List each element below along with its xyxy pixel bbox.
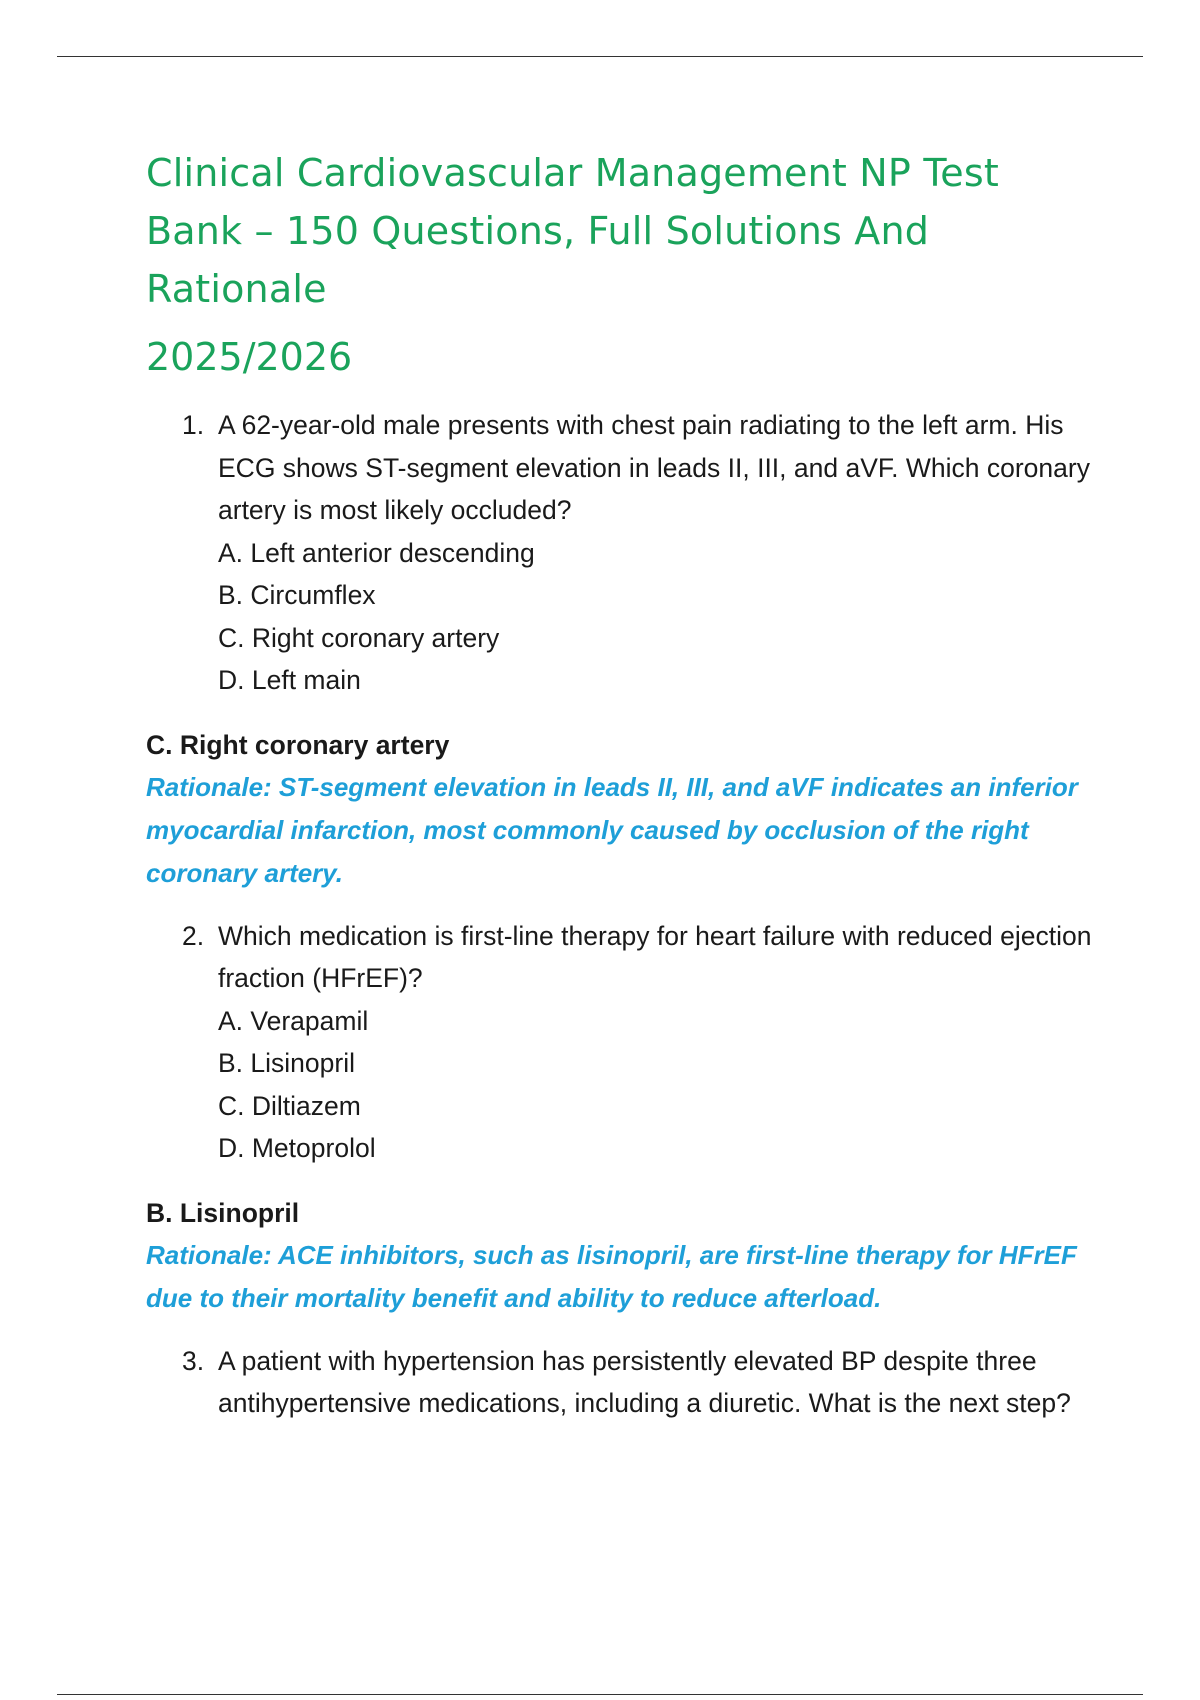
option-b: B. Lisinopril [218, 1048, 355, 1078]
question-2 [146, 915, 1096, 1170]
question-number: 1. [182, 410, 205, 440]
option-a: A. Left anterior descending [218, 537, 535, 568]
rationale-2: Rationale: ACE inhibitors, such as lisinopril, are first-line therapy for HFrEF due to their mortality benefit and ability to reduce afterload. [146, 1239, 1077, 1313]
option-d: D. Metoprolol [218, 1133, 376, 1163]
option-b: B. Circumflex [218, 580, 376, 610]
rationale-1: Rationale: ST-segment elevation in leads II, III, and aVF indicates an inferior myocardial infarction, most commonly caused by occlusion of the right coronary artery. [146, 771, 1078, 888]
bottom-rule [57, 1694, 1143, 1695]
question-1 [146, 404, 1096, 702]
top-rule [57, 56, 1143, 57]
document-year: 2025/2026 [146, 335, 353, 379]
option-a: A. Verapamil [218, 1005, 369, 1036]
document-title: Clinical Cardiovascular Management NP Test Bank – 150 Questions, Full Solutions And Rationale [146, 151, 999, 311]
question-text: Which medication is first-line therapy for heart failure with reduced ejection fraction (HFrEF)? [218, 920, 1092, 993]
question-text: A patient with hypertension has persistently elevated BP despite three antihypertensive medications, including a diuretic. What is the next step? [218, 1345, 1071, 1418]
document-body [146, 144, 1096, 1425]
question-number: 3. [182, 1345, 205, 1376]
option-c: C. Right coronary artery [218, 622, 500, 653]
answer-2: B. Lisinopril [146, 1197, 300, 1228]
option-c: C. Diltiazem [218, 1090, 361, 1121]
question-3 [146, 1340, 1096, 1425]
option-d: D. Left main [218, 665, 361, 695]
question-text: A 62-year-old male presents with chest pain radiating to the left arm. His ECG shows ST-segment elevation in leads II, III, and aVF. Which coronary artery is most likely occluded? [218, 410, 1090, 525]
question-number: 2. [182, 920, 205, 951]
answer-1: C. Right coronary artery [146, 729, 450, 760]
